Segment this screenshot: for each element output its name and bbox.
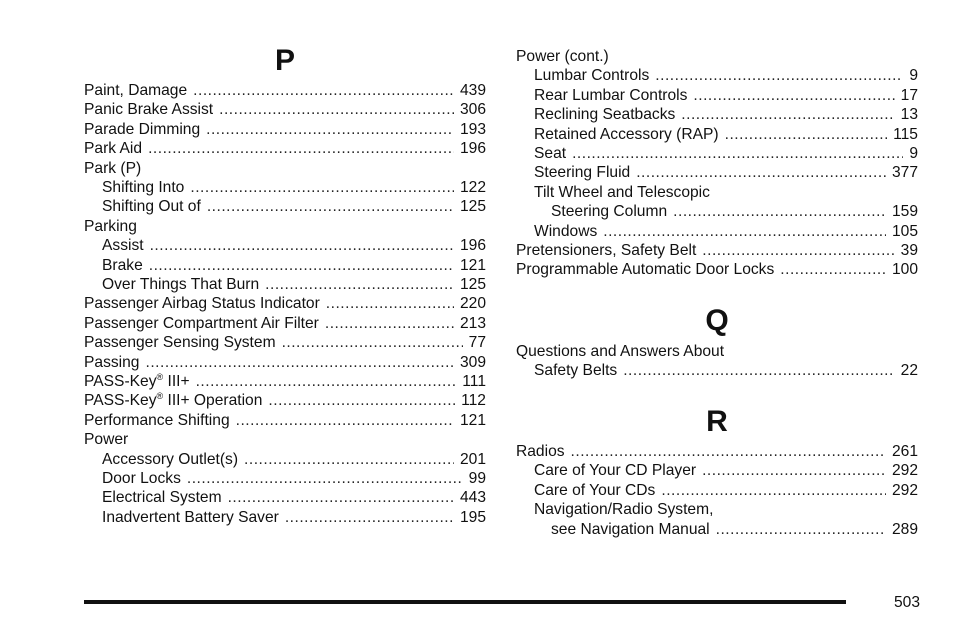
index-entry <box>516 241 918 260</box>
index-entry-group <box>84 159 486 178</box>
entry-label: Park (P) <box>84 159 142 177</box>
entry-page: 196 <box>459 140 486 158</box>
index-subentry <box>516 202 918 221</box>
entry-label: Shifting Into <box>102 179 185 196</box>
entry-page: 159 <box>891 203 918 221</box>
index-subentry <box>516 105 918 124</box>
entry-label: Passenger Sensing System <box>84 334 276 352</box>
index-subentry <box>516 481 918 500</box>
entry-label: Pretensioners, Safety Belt <box>516 242 697 259</box>
entry-label: Electrical System <box>102 489 222 507</box>
entry-label: Parade Dimming <box>84 120 201 138</box>
entry-page: 100 <box>891 261 918 279</box>
index-entry <box>84 411 486 430</box>
entry-page: 22 <box>900 362 918 379</box>
entry-page: 261 <box>891 443 918 460</box>
entry-label: Assist <box>102 237 144 255</box>
index-subentry <box>84 236 486 255</box>
entry-page: 292 <box>891 481 918 499</box>
entry-page: 443 <box>459 489 486 507</box>
index-entry <box>84 333 486 352</box>
entry-label: Passenger Compartment Air Filter <box>84 314 319 332</box>
entry-page: 99 <box>468 470 486 487</box>
entry-page: 121 <box>459 256 486 274</box>
entry-page: 195 <box>459 508 486 526</box>
entry-label: PASS-Key® III+ Operation <box>84 391 263 410</box>
index-subentry <box>516 361 918 380</box>
index-entry <box>84 139 486 158</box>
index-subentry <box>84 508 486 527</box>
entry-label: Parking <box>84 217 137 235</box>
section-letter-p: P <box>274 44 295 77</box>
index-subentry <box>84 450 486 469</box>
registered-mark: ® <box>156 372 164 382</box>
entry-page: 306 <box>459 101 486 119</box>
entry-label: Tilt Wheel and Telescopic <box>534 183 710 201</box>
entry-label: PASS-Key® III+ <box>84 372 190 390</box>
section-letter-r: R <box>706 405 728 438</box>
entry-page: 213 <box>459 314 486 332</box>
entry-label: Reclining Seatbacks <box>534 106 676 124</box>
entry-label: Lumbar Controls <box>534 67 650 85</box>
index-subentry-group <box>516 500 918 519</box>
entry-label: Brake <box>102 256 143 274</box>
entry-page: 292 <box>891 462 918 480</box>
entry-label: Programmable Automatic Door Locks <box>516 261 775 279</box>
entry-label: Care of Your CD Player <box>534 462 697 480</box>
index-entry-group <box>516 342 918 361</box>
index-subentry <box>516 125 918 144</box>
index-entry <box>84 372 486 391</box>
index-subentry <box>84 275 486 294</box>
index-entry <box>84 120 486 139</box>
entry-label: Over Things That Burn <box>102 276 260 293</box>
entry-page: 196 <box>459 237 486 255</box>
entry-page: 115 <box>893 125 918 143</box>
entry-page: 125 <box>459 276 486 293</box>
entry-label: Steering Column <box>551 203 668 221</box>
index-entry <box>516 442 918 461</box>
entry-label: Care of Your CDs <box>534 481 656 499</box>
index-entry <box>84 100 486 119</box>
entry-page: 17 <box>900 86 918 104</box>
entry-label: Accessory Outlet(s) <box>102 450 239 468</box>
entry-label: Windows <box>534 222 598 240</box>
entry-label: Shifting Out of <box>102 198 201 216</box>
entry-page: 125 <box>459 198 486 216</box>
index-subentry <box>84 469 486 488</box>
entry-page: 439 <box>459 82 486 99</box>
index-entry <box>84 391 486 410</box>
entry-label: Steering Fluid <box>534 164 631 182</box>
entry-label: Passenger Airbag Status Indicator <box>84 295 320 313</box>
index-entry-group <box>84 430 486 449</box>
section-letter-q: Q <box>705 304 729 337</box>
index-subentry <box>516 66 918 85</box>
entry-page: 112 <box>461 392 486 410</box>
index-subentry <box>516 222 918 241</box>
entry-label: see Navigation Manual <box>551 520 710 538</box>
index-subentry <box>84 488 486 507</box>
continuation-heading: Power (cont.) <box>516 48 609 65</box>
page-number: 503 <box>893 594 920 611</box>
entry-page: 193 <box>459 120 486 138</box>
index-subentry <box>84 197 486 216</box>
entry-label: Safety Belts <box>534 362 618 379</box>
index-subentry <box>516 144 918 163</box>
index-subentry <box>516 461 918 480</box>
registered-mark: ® <box>156 391 164 402</box>
entry-page: 220 <box>459 295 486 313</box>
index-subentry <box>516 520 918 539</box>
entry-label: Paint, Damage <box>84 82 188 99</box>
entry-label: Rear Lumbar Controls <box>534 86 688 104</box>
entry-label: Passing <box>84 353 140 371</box>
index-entry <box>84 353 486 372</box>
entry-page: 121 <box>459 411 486 429</box>
entry-label: Navigation/Radio System, <box>534 501 714 519</box>
entry-page: 289 <box>891 520 918 538</box>
entry-label: Retained Accessory (RAP) <box>534 125 719 143</box>
entry-page: 201 <box>459 450 486 468</box>
index-entry-group <box>84 217 486 236</box>
entry-page: 122 <box>459 179 486 196</box>
entry-label: Seat <box>534 145 567 162</box>
entry-page: 77 <box>468 334 486 352</box>
entry-page: 377 <box>891 164 918 182</box>
entry-page: 309 <box>459 353 486 371</box>
entry-page: 9 <box>909 145 918 162</box>
index-subentry <box>84 178 486 197</box>
entry-label: Door Locks <box>102 470 181 487</box>
entry-label: Radios <box>516 443 565 460</box>
index-entry <box>84 294 486 313</box>
index-entry <box>84 314 486 333</box>
entry-page: 13 <box>900 106 918 124</box>
entry-label: Inadvertent Battery Saver <box>102 508 279 526</box>
index-subentry-group <box>516 183 918 202</box>
index-subentry <box>84 256 486 275</box>
index-subentry <box>516 163 918 182</box>
entry-page: 111 <box>462 373 486 390</box>
entry-page: 9 <box>909 67 918 85</box>
entry-label: Questions and Answers About <box>516 342 725 360</box>
entry-page: 105 <box>891 222 918 240</box>
index-subentry <box>516 86 918 105</box>
index-entry <box>84 81 486 100</box>
entry-label: Power <box>84 431 129 449</box>
index-entry <box>516 260 918 279</box>
entry-label: Performance Shifting <box>84 411 230 429</box>
footer-rule <box>84 600 846 604</box>
entry-page: 39 <box>900 242 918 259</box>
entry-label: Panic Brake Assist <box>84 101 214 119</box>
entry-label: Park Aid <box>84 140 143 158</box>
